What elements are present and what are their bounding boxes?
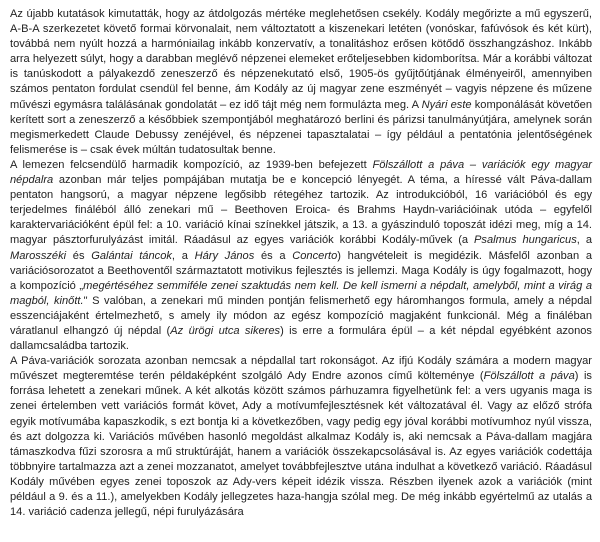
italic-text-run: Galántai táncok — [91, 249, 172, 262]
italic-text-run: megértéséhez semmiféle zenei szaktudás nem kell. De kell ismerni a népdalt, amelyből, mint a virág a magból, kinőtt. — [10, 279, 592, 307]
text-run: és — [66, 249, 92, 262]
italic-text-run: Concerto — [292, 249, 338, 262]
text-run: és a — [254, 249, 293, 262]
text-run: komponálását követően kerített sort a zeneszerző a későbbiek szempontjából meghatározó berlini és párizsi tanulmányútjára, amelynek során megismerkedett Claude Debussy zenéjével, és népzenei tapasztalatai – így például a pentatónia jelentőségének felismerése is – csak évek múltán tudatosultak benne. — [10, 98, 592, 156]
text-run: A lemezen felcsendülő harmadik kompozíció, az 1939-ben befejezett — [10, 158, 373, 171]
italic-text-run: Az ürögi utca sikeres — [170, 324, 281, 337]
paragraph-2 — [10, 158, 592, 354]
italic-text-run: Háry János — [194, 249, 255, 262]
text-run: A Páva-variációk sorozata azonban nemcsak a népdallal tart rokonságot. Az ifjú Kodály számára a modern magyar művészet megteremtése terén példaképként szolgáló Ady Endre azonos című költeménye ( — [10, 355, 592, 383]
text-run: Az újabb kutatások kimutatták, hogy az átdolgozás mértéke meglehetősen csekély. Kodály megőrizte a mű egyszerű, A-B-A szerkezetet követő formai körvonalait, nem változtatott a kiszenekari letéten (vonóskar, fafúvósok és két kürt), továbbá nem nyúlt hozzá a harmóniailag inkább konzervatív, a tonalitáshoz erősen kötődő összhangzáshoz. Inkább arra helyezett súlyt, hogy a darabban meglévő népzenei elemeket erőteljesebben kidomborítsa. Már a korábbi változat is tanúskodott a pályakezdő zeneszerző és népzenekutató első, 1905-ös gyűjtőútjának élményeiről, amennyiben számos pentaton fordulat csendül fel benne, ám Kodály az új magyar zene eszményét – vagyis népzene és műzene művészi egymásra találásának gondolatát – ez idő tájt még nem formulázta meg. A — [10, 8, 592, 111]
italic-text-run: Marosszéki — [10, 249, 67, 262]
text-run: " S valóban, a zenekari mű minden pontján felismerhető egy háromhangos formula, amely a népdal esszenciájaként értelmezhető, s amely ily módon az egész kompozíció magjaként funkcionál. Még a fináléban váratlanul elhangzó új népdal ( — [10, 294, 592, 337]
text-run: , a — [171, 249, 195, 262]
paragraph-1 — [10, 7, 592, 158]
paragraph-3 — [10, 354, 592, 520]
text-run: ) is erre a formulára épül – a két népdal egyébként azonos dallamcsaládba tartozik. — [10, 324, 592, 353]
italic-text-run: Nyári este — [421, 98, 472, 111]
italic-text-run: Fölszállott a páva — [483, 370, 575, 383]
italic-text-run: Fölszállott a páva – variációk egy magyar népdalra — [10, 158, 592, 187]
italic-text-run: Psalmus hungaricus — [474, 234, 577, 247]
text-run: azonban már teljes pompájában mutatja be e koncepció lényegét. A téma, a híressé vált Páva-dallam pentaton hangsorú, a magyar népzene legősibb rétegéhez tartozik. Az introdukcióból, 16 variációból és egy terjedelmes fináléból álló zenekari mű – Beethoven Eroica- és Brahms Haydn-variációinak utóda – egyfelől karaktervariációként épül fel: a 10. variáció kínai színekkel játszik, a 13. a gyászinduló toposzát idézi meg, míg a 14. magyar pásztorfurulyázást imitál. Ráadásul az egyes variációk korábbi Kodály-művek (a — [10, 174, 592, 247]
text-run: ) hangvételeit is megidézik. Másfelől azonban a variációsorozatot a Beethoventől származtatott motivikus fejlesztés is jellemzi. Maga Kodály is úgy fogalmazott, hogy a kompozíció „ — [10, 249, 593, 292]
text-run: ) is forrása lehetett a zenekari műnek. A két alkotás között számos párhuzamra figyelhetünk fel: a vers ugyanis maga is zenei értelemben vett variációs formát követ, Ady a motívumfejlesztésnek két változatával él. Vagy az előző strófa egyik motívumába kapaszkodik, s ezt bontja ki a következőben, vagy pedig egy jóval korábbi motívumhoz nyúl vissza, és azt dolgozza ki. Variációs művében hasonló megoldást alkalmaz Kodály is, aki nemcsak a Páva-dallam magjára támaszkodva fűzi szorosra a mű struktúráját, hanem a variációk összekapcsolásával is. Az egyes variációk codettája többnyire tartalmazza azt a zenei mozzanatot, amelyet továbbfejlesztve utána indulhat a következő variáció. Ráadásul Kodály művében egyes zenei toposzok az Ady-vers képeit idézik vissza. Részben ilyenek azok a variációk (mint például a 9. és a 11.), amelyekben Kodály jellegzetes haza-hangja szólal meg. De még inkább egyértelmű az utalás a 14. variáció cadenza jellegű, népi furulyázására — [10, 370, 592, 519]
text-run: , a — [576, 234, 592, 247]
